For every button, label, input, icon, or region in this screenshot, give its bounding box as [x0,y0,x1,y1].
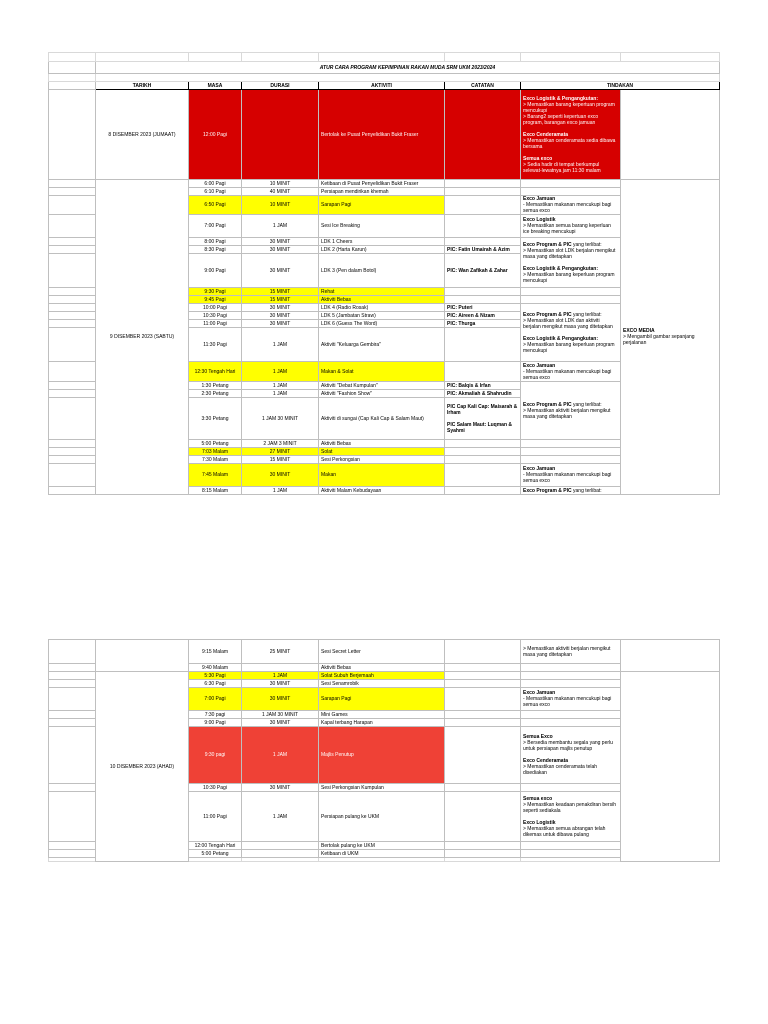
table-cell: 2 JAM 3 MINIT [242,440,319,448]
table-cell: 2:30 Petang [189,390,242,398]
table-cell: Exco Logistik [523,819,556,826]
table-cell: Makan & Solat [319,362,445,382]
table-cell: 15 MINIT [242,456,319,464]
table-cell: > Memastikan barang keperluan program mencukupi [523,341,615,354]
table-cell: Aktiviti di sungai (Cap Kali Cap & Salam Maut) [319,398,445,440]
table-cell: 6:10 Pagi [189,188,242,196]
table-cell: LDK 6 (Guess The Word) [319,320,445,328]
table-cell: LDK 1 Cheers [319,238,445,246]
table-cell [242,90,319,180]
table-cell: 7:03 Malam [189,448,242,456]
table-cell: Aktiviti Bebas [319,296,445,304]
table-cell: Sarapan Pagi [319,196,445,215]
date-cell: 8 DISEMBER 2023 (JUMAAT) [96,90,189,180]
exco-media-cell [621,180,720,495]
table-cell: 30 MINIT [242,784,319,792]
table-cell: > Memastikan aktiviti berjalan mengikut masa yang ditetapkan [521,640,621,664]
table-cell: Exco Cenderamata [523,131,569,138]
table-cell: Bertolak ke Pusat Penyelidikan Bukit Fraser [319,90,445,180]
table-cell: 9:30 pagi [189,727,242,784]
table-cell: 1 JAM [242,672,319,680]
table-cell: > Memastikan slot LDK berjalan mengikut masa yang ditetapkan [523,247,616,260]
table-cell [445,672,521,680]
page-title: ATUR CARA PROGRAM KEPIMPINAN RAKAN MUDA SRM UKM 2023/2024 [96,62,720,74]
table-cell: Persiapan mendirikan khemah [319,188,445,196]
table-cell [445,362,521,382]
table-cell [445,328,521,362]
table-cell: PIC Salam Maut: Luqman & Syahmi [447,421,513,434]
table-cell: 27 MINIT [242,448,319,456]
table-cell: PIC Cap Kali Cap: Maisarah & Irham [447,403,518,416]
table-cell: 7:45 Malam [189,464,242,487]
table-cell: 1 JAM [242,328,319,362]
table-cell: Rehat [319,288,445,296]
table-cell: > Memastikan keadaan penakdiran bersih seperti sediakala [523,801,616,814]
table-row [49,180,720,188]
table-cell: > Memastikan cenderamata sedia dibawa bersama [523,137,616,150]
table-cell: Exco Cenderamata [523,758,569,764]
table-cell: 1 JAM 30 MINIT [242,711,319,719]
table-cell: 9:00 Pagi [189,254,242,288]
table-cell: 30 MINIT [242,464,319,487]
table-cell: 12:00 Pagi [189,90,242,180]
schedule-page-2 [48,639,719,862]
table-cell: 1 JAM [242,215,319,238]
table-cell: LDK 3 (Pen dalam Botol) [319,254,445,288]
table-cell: - Memastikan makanan mencukupi bagi semua exco [523,368,612,381]
table-cell: 7:30 pagi [189,711,242,719]
table-cell: 10:00 Pagi [189,304,242,312]
table-cell: 30 MINIT [242,238,319,246]
table-cell [445,215,521,238]
table-cell [445,850,521,858]
table-cell: 12:30 Tengah Hari [189,362,242,382]
table-cell: Exco Jamuan [523,362,556,369]
table-cell: Ketibaan di Pusat Penyelidikan Bukit Fraser [319,180,445,188]
table-cell: 1 JAM 30 MINIT [242,398,319,440]
table-cell [445,296,521,304]
table-cell: > Bersedia membantu segala yang perlu untuk persiapan majlis penutup [523,740,613,752]
header-tarikh: TARIKH [96,82,189,90]
table-row [49,672,720,680]
table-cell: 1 JAM [242,727,319,784]
date-cell: 10 DISEMBER 2023 (AHAD) [96,672,189,862]
table-cell [445,188,521,196]
table-cell: 9:40 Malam [189,664,242,672]
table-cell [445,727,521,784]
table-cell: Sesi Ice Breaking [319,215,445,238]
date-cell: 9 DISEMBER 2023 (SABTU) [96,180,189,495]
table-cell: PIC: Aireen & Nizam [445,312,521,320]
table-cell: 8:00 Pagi [189,238,242,246]
header-row [49,82,720,90]
table-cell: Sesi Senamrobik [319,680,445,688]
table-cell: 1 JAM [242,792,319,842]
table-row [49,90,720,180]
table-cell: Exco Logistik & Pengangkutan: [523,265,599,272]
table-cell: Exco Logistik [523,217,556,223]
table-cell: > Memastikan barang kepertuan program mencukupi [523,101,615,114]
table-cell [445,238,521,246]
table-cell: 7:00 Pagi [189,215,242,238]
table-cell [445,784,521,792]
table-cell [445,719,521,727]
table-cell: LDK 5 (Jambatan Straw) [319,312,445,320]
table-cell: Exco Logistik & Pengangkutan: [523,335,599,342]
table-cell: Exco Jamuan [523,466,556,472]
table-cell: 30 MINIT [242,246,319,254]
table-cell: LDK 4 (Radio Rosak) [319,304,445,312]
table-cell: 40 MINIT [242,188,319,196]
table-cell: 30 MINIT [242,312,319,320]
table-cell: Majlis Penutup [319,727,445,784]
table-cell: PIC: Puteri [445,304,521,312]
table-cell: > Memastikan barang keperluan program mencukupi [523,271,615,284]
table-cell: > Memastikan cenderamata telah disediakan [523,764,598,776]
table-cell: 10 MINIT [242,196,319,215]
table-cell: Makan [319,464,445,487]
table-cell: Solat [319,448,445,456]
table-cell: > Memastikan semua barang keperluan ice breaking mencukupi [523,223,611,235]
table-cell: Sesi Perkongsian [319,456,445,464]
table-cell: 9:30 Pagi [189,288,242,296]
table-cell: 9:00 Pagi [189,719,242,727]
table-cell: Aktiviti Bebas [319,664,445,672]
table-cell: 11:00 Pagi [189,320,242,328]
table-cell: Exco Program & PIC [523,487,572,494]
table-cell: PIC: Balqis & Irfan [445,382,521,390]
table-cell: Solat Subuh Berjemaah [319,672,445,680]
header-durasi: DURASI [242,82,319,90]
table-cell: 12:00 Tengah Hari [189,842,242,850]
table-row [49,640,720,664]
table-cell [445,464,521,487]
table-cell: 3:30 Petang [189,398,242,440]
table-cell: Aktiviti "Keluarga Gembira" [319,328,445,362]
table-cell: PIC: Thurga [445,320,521,328]
table-cell [445,456,521,464]
table-cell: Exco Jamuan [523,690,556,696]
table-cell: EXCO MEDIA [623,328,655,334]
table-cell: 1 JAM [242,382,319,390]
table-cell: 15 MINIT [242,296,319,304]
table-cell [445,90,521,180]
table-cell: 30 MINIT [242,254,319,288]
table-cell: > Memastikan slot LDK dan aktiviti berjalan mengikut masa yang ditetapkan [523,317,613,330]
table-cell: Persiapan pulang ke UKM [319,792,445,842]
table-cell: Sarapan Pagi [319,688,445,711]
table-cell: > Barang2 seperti kepertuan exco program, barangan exco jamuan [523,113,599,126]
table-cell: Bertolak pulang ke UKM [319,842,445,850]
table-cell [445,440,521,448]
table-cell: Ketibaan di UKM [319,850,445,858]
table-cell: 30 MINIT [242,304,319,312]
schedule-page-1 [48,52,719,495]
header-aktiviti: AKTIVITI [319,82,445,90]
table-cell [445,792,521,842]
table-cell: Sesi Perkongsian Kumpulan [319,784,445,792]
table-cell: > Memastikan semua abrangan telah dikemas untuk dibawa pulang [523,825,606,838]
table-cell: 6:50 Pagi [189,196,242,215]
table-cell [445,680,521,688]
table-cell: Aktiviti Malam Kebudayaan [319,487,445,495]
table-cell [445,688,521,711]
table-cell: Aktiviti Bebas [319,440,445,448]
table-cell: 7:00 Pagi [189,688,242,711]
table-cell: yang terlibat: [571,311,602,318]
table-cell: 8:30 Pagi [189,246,242,254]
table-cell: 10:30 Pagi [189,784,242,792]
header-catatan: CATATAN [445,82,521,90]
table-cell: - Memastikan makanan mencukupi bagi semua exco [523,696,612,708]
table-cell: 10:30 Pagi [189,312,242,320]
table-cell: yang terlibat: [571,401,602,408]
table-cell [445,448,521,456]
table-cell: Sesi Secret Letter [319,640,445,664]
table-cell [445,640,521,664]
table-cell: 6:00 Pagi [189,180,242,188]
table-cell [242,664,319,672]
table-cell: Aktiviti "Debat Kumpulan" [319,382,445,390]
table-cell: 30 MINIT [242,688,319,711]
header-masa: MASA [189,82,242,90]
table-cell [445,487,521,495]
table-cell: yang terlibat: [571,487,602,494]
table-cell [445,842,521,850]
tindakan-cell [521,90,621,180]
table-cell: PIC: Akmaliah & Shahrudin [445,390,521,398]
table-cell: Semua exco [523,155,553,162]
table-cell: Mini Games [319,711,445,719]
table-cell: 8:15 Malam [189,487,242,495]
table-cell: 6:30 Pagi [189,680,242,688]
table-cell: Semua exco [523,795,553,802]
table-cell: 5:00 Petang [189,440,242,448]
table-cell: Exco Program & PIC [523,241,572,248]
table-cell: > Sedia hadir di tempat berkumpul selewat-lewatnya jam 11:30 malam [523,161,601,174]
table-cell: 1 JAM [242,362,319,382]
table-cell: 5:30 Pagi [189,672,242,680]
table-cell: PIC: Wan Zafikah & Zahar [445,254,521,288]
header-tindakan: TINDAKAN [521,82,720,90]
table-cell: 25 MINIT [242,640,319,664]
table-cell: 9:15 Malam [189,640,242,664]
table-cell [242,842,319,850]
table-cell: 5:00 Petang [189,850,242,858]
table-cell: Semua Exco [523,734,553,740]
table-cell: - Memastikan makanan mencukupi bagi semua exco [523,472,612,484]
table-cell: Kapal terbang Harapan [319,719,445,727]
table-cell: 30 MINIT [242,320,319,328]
table-cell: Exco Logistik & Pengangkutan: [523,95,599,102]
table-cell [445,196,521,215]
table-cell: 15 MINIT [242,288,319,296]
table-cell [445,180,521,188]
table-cell: 1 JAM [242,390,319,398]
table-cell: 30 MINIT [242,680,319,688]
table-cell: 11:00 Pagi [189,792,242,842]
table-cell: yang terlibat: [571,241,602,248]
table-cell: PIC: Fatin Umairah & Azim [445,246,521,254]
table-cell [445,664,521,672]
table-cell: Exco Program & PIC [523,401,572,408]
table-cell: > Mengambil gambar sepanjang perjalanan [623,334,695,346]
table-cell: 9:45 Pagi [189,296,242,304]
table-cell: > Memastikan aktiviti berjalan mengikut masa yang ditetapkan [523,407,611,420]
table-cell: - Memastikan makanan mencukupi bagi semua exco [523,202,612,214]
table-cell: 11:30 Pagi [189,328,242,362]
table-cell: 10 MINIT [242,180,319,188]
table-cell: 1 JAM [242,487,319,495]
table-cell [242,850,319,858]
table-cell: 1:30 Petang [189,382,242,390]
table-cell: LDK 2 (Harta Karun) [319,246,445,254]
table-cell: Exco Jamuan [523,196,556,202]
table-cell [445,711,521,719]
table-cell: Exco Program & PIC [523,311,572,318]
table-cell: 7:30 Malam [189,456,242,464]
table-cell: 30 MINIT [242,719,319,727]
table-cell: Aktiviti "Fashion Show" [319,390,445,398]
table-cell [445,288,521,296]
